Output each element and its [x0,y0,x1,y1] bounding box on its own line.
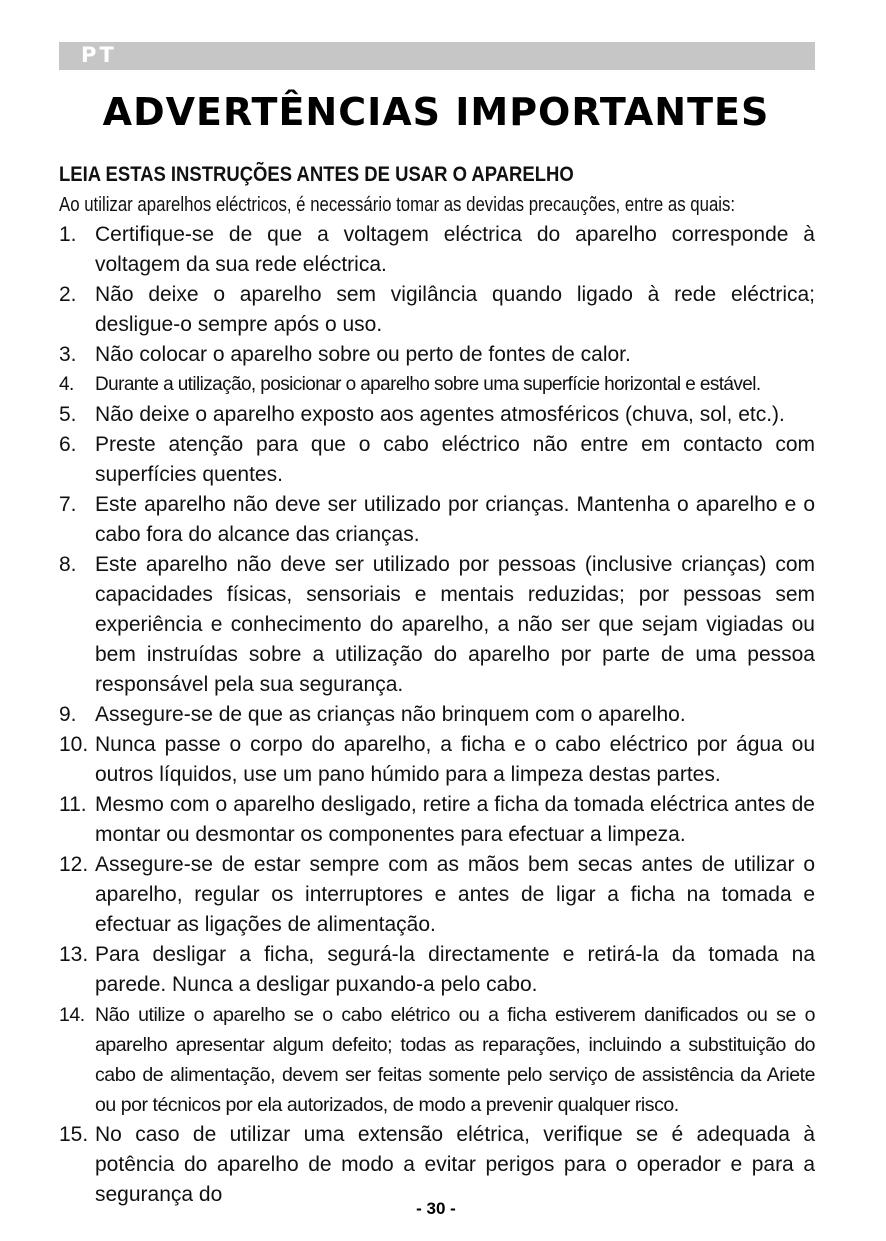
warning-number: 1. [59,223,77,246]
warning-text: No caso de utilizar uma extensão elétrica, verifique se é adequada à potência do aparelho de modo a evitar perigos para o operador e para a segurança do [95,1123,815,1206]
warning-text: Assegure-se de estar sempre com as mãos bem secas antes de utilizar o aparelho, regular os interruptores e antes de ligar a ficha na tomada e efectuar as ligações de alimentação. [95,853,815,936]
warning-number: 10. [59,733,89,756]
warning-number: 4. [59,374,74,395]
warning-number: 6. [59,433,77,456]
warning-item [59,1000,815,1120]
warning-text: Nunca passe o corpo do aparelho, a ficha e o cabo eléctrico por água ou outros líquidos, use um pano húmido para a limpeza destas partes. [95,733,815,786]
warning-item [59,700,815,730]
warning-item [59,490,815,550]
warning-item [59,220,815,280]
warning-text: Durante a utilização, posicionar o aparelho sobre uma superfície horizontal e estável. [95,374,761,395]
warning-item [59,850,815,940]
warning-number: 12. [59,853,89,876]
warning-number: 7. [59,493,77,516]
page-number: - 30 - [416,1199,456,1218]
warning-text: Certifique-se de que a voltagem eléctrica do aparelho corresponde à voltagem da sua rede eléctrica. [95,223,815,276]
warning-text: Este aparelho não deve ser utilizado por pessoas (inclusive crianças) com capacidades físicas, sensoriais e mentais reduzidas; por pessoas sem experiência e conhecimento do aparelho, a não ser que sejam vigiadas ou bem instruídas sobre a utilização do aparelho por parte de uma pessoa responsável pela sua segurança. [95,553,815,696]
warning-text: Não deixe o aparelho exposto aos agentes atmosféricos (chuva, sol, etc.). [95,403,785,426]
warning-text: Este aparelho não deve ser utilizado por crianças. Mantenha o aparelho e o cabo fora do alcance das crianças. [95,493,815,546]
warning-number: 8. [59,553,77,576]
warning-item [59,340,815,370]
warning-item [59,940,815,1000]
warning-item [59,370,815,400]
warnings-section [59,160,815,1210]
warning-number: 2. [59,283,77,306]
page-title: ADVERTÊNCIAS IMPORTANTES [102,90,770,134]
warning-text: Não colocar o aparelho sobre ou perto de fontes de calor. [95,343,631,366]
warning-item [59,1120,815,1210]
language-code: PT [81,43,117,67]
warning-item [59,280,815,340]
warning-number: 5. [59,403,77,426]
warning-number: 3. [59,343,77,366]
warnings-list [59,220,815,1210]
warning-number: 9. [59,703,77,726]
warning-text: Mesmo com o aparelho desligado, retire a ficha da tomada eléctrica antes de montar ou desmontar os componentes para efectuar a limpeza. [95,793,815,846]
warning-text: Para desligar a ficha, segurá-la directamente e retirá-la da tomada na parede. Nunca a desligar puxando-a pelo cabo. [95,943,815,996]
warning-number: 13. [59,943,89,966]
warning-number: 14. [59,1004,85,1026]
warning-item [59,430,815,490]
warning-item [59,400,815,430]
warning-number: 11. [59,793,87,816]
warning-text: Assegure-se de que as crianças não brinquem com o aparelho. [95,703,686,726]
warning-text: Não deixe o aparelho sem vigilância quando ligado à rede eléctrica; desligue-o sempre após o uso. [95,283,815,336]
intro-text: Ao utilizar aparelhos eléctricos, é necessário tomar as devidas precauções, entre as quais: [59,194,736,216]
warning-text: Não utilize o aparelho se o cabo elétrico ou a ficha estiverem danificados ou se o aparelho apresentar algum defeito; todas as reparações, incluindo a substituição do cabo de alimentação, devem ser feitas somente pelo serviço de assistência da Ariete ou por técnicos por ela autorizados, de modo a prevenir qualquer risco. [95,1004,815,1116]
warning-number: 15. [59,1123,89,1146]
warning-item [59,790,815,850]
warning-text: Preste atenção para que o cabo eléctrico não entre em contacto com superfícies quentes. [95,433,815,486]
language-bar [59,42,815,70]
warning-item [59,730,815,790]
warning-item [59,550,815,700]
section-subtitle: LEIA ESTAS INSTRUÇÕES ANTES DE USAR O APARELHO [59,163,574,186]
